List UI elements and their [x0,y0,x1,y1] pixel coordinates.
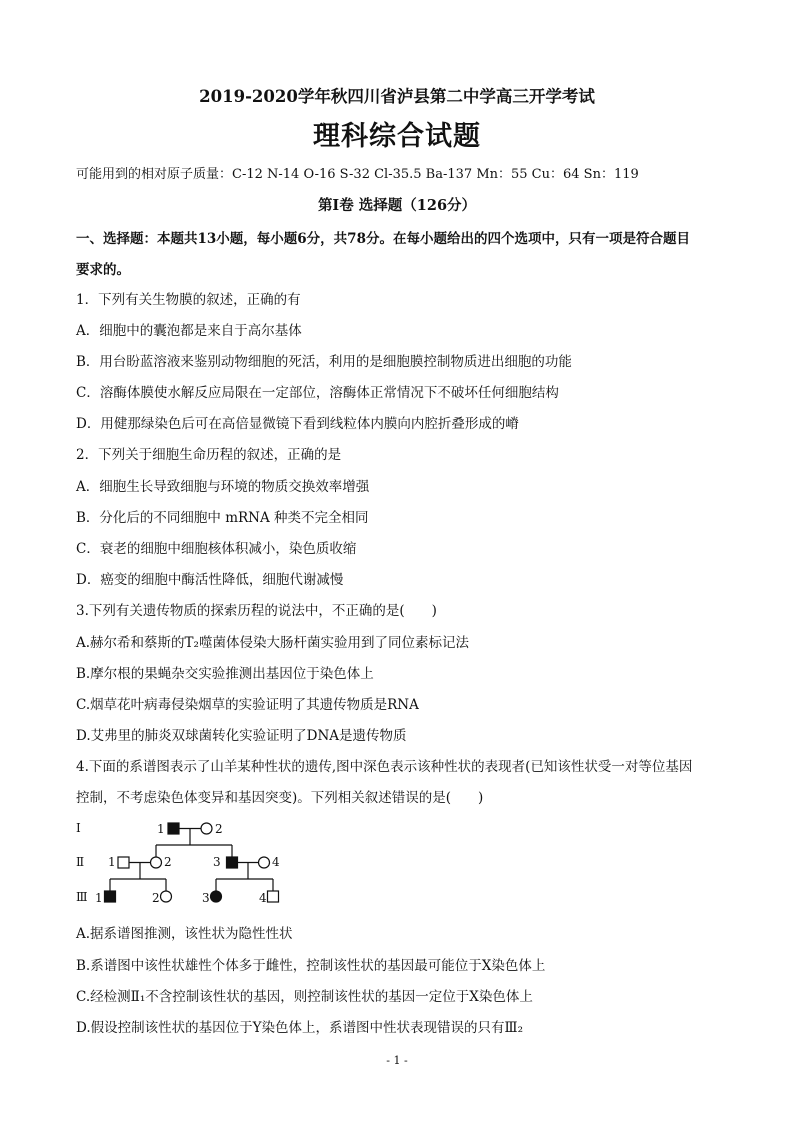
question-1-option-c: C．溶酶体膜使水解反应局限在一定部位，溶酶体正常情况下不破坏任何细胞结构 [76,385,559,401]
generation-label-3: Ⅲ [76,890,88,904]
generation-label-2: Ⅱ [76,855,85,869]
gen3-number-2: 2 [152,891,160,905]
question-4-option-b: B.系谱图中该性状雄性个体多于雌性，控制该性状的基因最可能位于X染色体上 [76,958,546,974]
question-4-option-a: A.据系谱图推测，该性状为隐性性状 [76,926,293,942]
gen2-female-normal-4 [259,857,270,868]
pedigree-chart [60,815,320,915]
question-4-option-c: C.经检测Ⅱ₁不含控制该性状的基因，则控制该性状的基因一定位于X染色体上 [76,989,533,1005]
question-2-option-d: D．癌变的细胞中酶活性降低，细胞代谢减慢 [76,572,344,588]
generation-label-1: Ⅰ [76,821,81,835]
gen3-number-4: 4 [259,891,267,905]
question-4-option-d: D.假设控制该性状的基因位于Y染色体上，系谱图中性状表现错误的只有Ⅲ₂ [76,1020,523,1036]
gen3-female-normal-2 [161,891,172,902]
question-1-option-a: A．细胞中的囊泡都是来自于高尔基体 [76,323,302,339]
question-4-stem-line2: 控制，不考虑染色体变异和基因突变)。下列相关叙述错误的是( ) [76,790,484,806]
question-3-stem: 3.下列有关遗传物质的探索历程的说法中，不正确的是( ) [76,603,437,619]
atomic-masses: 可能用到的相对原子质量：C-12 N-14 O-16 S-32 Cl-35.5 Ba-137 Mn：55 Cu：64 Sn：119 [76,167,639,182]
question-1-option-d: D．用健那绿染色后可在高倍显微镜下看到线粒体内膜向内腔折叠形成的嵴 [76,416,519,432]
gen2-number-2: 2 [164,855,172,869]
question-2-option-c: C．衰老的细胞中细胞核体积减小，染色质收缩 [76,541,357,557]
question-3-option-d: D.艾弗里的肺炎双球菌转化实验证明了DNA是遗传物质 [76,728,407,744]
gen2-number-3: 3 [213,855,221,869]
gen2-number-4: 4 [272,855,280,869]
gen1-number-1: 1 [157,822,165,836]
question-1-stem: 1．下列有关生物膜的叙述，正确的有 [76,292,301,308]
question-4-stem-line1: 4.下面的系谱图表示了山羊某种性状的遗传,图中深色表示该种性状的表现者(已知该性状受一对等位基因 [76,759,693,775]
subject-title: 理科综合试题 [313,121,481,152]
question-2-option-a: A．细胞生长导致细胞与环境的物质交换效率增强 [76,479,370,495]
gen1-male-affected [168,823,179,834]
question-2-stem: 2．下列关于细胞生命历程的叙述，正确的是 [76,447,342,463]
gen2-female-normal-2 [151,857,162,868]
exam-title: 2019-2020学年秋四川省泸县第二中学高三开学考试 [199,87,595,106]
question-1-option-b: B．用台盼蓝溶液来鉴别动物细胞的死活，利用的是细胞膜控制物质进出细胞的功能 [76,354,572,370]
gen3-number-3: 3 [202,891,210,905]
gen3-number-1: 1 [95,891,103,905]
gen2-male-affected-3 [227,857,238,868]
section-instruction-line1: 一、选择题：本题共13小题，每小题6分，共78分。在每小题给出的四个选项中，只有一项是符合题目 [76,231,690,247]
section-instruction-line2: 要求的。 [76,262,130,278]
question-2-option-b: B．分化后的不同细胞中 mRNA 种类不完全相同 [76,510,369,526]
gen3-male-affected-1 [105,891,116,902]
gen1-number-2: 2 [215,822,223,836]
question-3-option-c: C.烟草花叶病毒侵染烟草的实验证明了其遗传物质是RNA [76,697,419,713]
page-number: - 1 - [386,1054,408,1067]
gen2-number-1: 1 [108,855,116,869]
gen2-male-normal-1 [118,857,129,868]
gen3-male-normal-4 [268,891,279,902]
gen3-female-affected-3 [211,891,222,902]
section-title: 第Ⅰ卷 选择题（126分） [317,197,477,214]
gen1-female-normal [201,823,212,834]
question-3-option-a: A.赫尔希和蔡斯的T₂噬菌体侵染大肠杆菌实验用到了同位素标记法 [76,635,469,651]
question-3-option-b: B.摩尔根的果蝇杂交实验推测出基因位于染色体上 [76,666,374,682]
